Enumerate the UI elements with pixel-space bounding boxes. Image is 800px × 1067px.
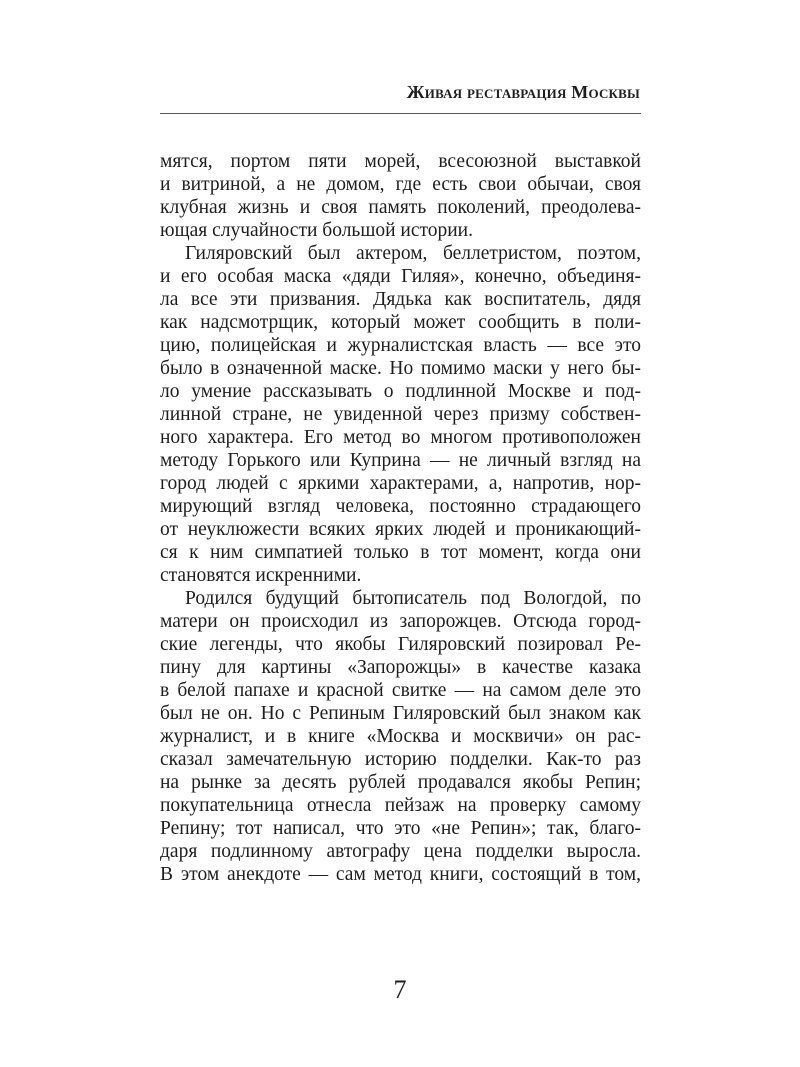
text-line: пину для картины «Запорожцы» в качестве казака: [160, 657, 641, 678]
text-line: Гиляровский был актером, беллетристом, поэтом,: [185, 243, 641, 264]
text-line: ские легенды, что якобы Гиляровский позировал Ре-: [160, 634, 641, 655]
text-line: был не он. Но с Репиным Гиляровский был знаком как: [160, 703, 641, 724]
text-line: покупательница отнесла пейзаж на проверку самому: [160, 795, 641, 816]
text-line: ся к ним симпатией только в тот момент, когда они: [160, 542, 641, 563]
text-line: матери он происходил из запорожцев. Отсюда город-: [160, 611, 641, 632]
text-line: В этом анекдоте — сам метод книги, состоящий в том,: [160, 864, 641, 885]
text-line: даря подлинному автографу цена подделки выросла.: [160, 841, 641, 862]
text-line: было в означенной маске. Но помимо маски у него бы-: [160, 358, 641, 379]
text-line: ного характера. Его метод во многом противоположен: [160, 427, 641, 448]
text-line: в белой папахе и красной свитке — на самом деле это: [160, 680, 641, 701]
text-line: и витриной, а не домом, где есть свои обычаи, своя: [160, 174, 641, 195]
text-line: на рынке за десять рублей продавался якобы Репин;: [160, 772, 641, 793]
page-number: 7: [393, 975, 407, 1004]
text-line: методу Горького или Куприна — не личный взгляд на: [160, 450, 641, 471]
text-line: мирующий взгляд человека, постоянно страдающего: [160, 496, 641, 517]
text-line: мятся, портом пяти морей, всесоюзной выставкой: [160, 151, 641, 172]
text-line: ла все эти призвания. Дядька как воспитатель, дядя: [160, 289, 641, 310]
text-line: клубная жизнь и своя память поколений, преодолева-: [160, 197, 641, 218]
text-line: становятся искренними.: [160, 565, 362, 586]
paragraph: [160, 150, 641, 242]
text-line: как надсмотрщик, который может сообщить в поли-: [160, 312, 641, 333]
paragraph: [160, 242, 641, 587]
paragraph: [160, 587, 641, 886]
running-head: Живая реставрация Москвы: [406, 82, 640, 102]
text-line: Репину; тот написал, что это «не Репин»; так, благо-: [160, 818, 641, 839]
text-line: ющая случайности большой истории.: [160, 220, 473, 241]
text-line: город людей с яркими характерами, а, напротив, нор-: [160, 473, 641, 494]
body-text: [160, 150, 641, 886]
text-line: сказал замечательную историю подделки. Как-то раз: [160, 749, 641, 770]
text-line: журналист, и в книге «Москва и москвичи» он рас-: [160, 726, 641, 747]
text-line: и его особая маска «дяди Гиляя», конечно, объединя-: [160, 266, 641, 287]
text-line: цию, полицейская и журналистская власть — все это: [160, 335, 641, 356]
text-line: от неуклюжести всяких ярких людей и проникающий-: [160, 519, 641, 540]
text-line: ло умение рассказывать о подлинной Москве и под-: [160, 381, 641, 402]
text-line: Родился будущий бытописатель под Вологдой, по: [185, 588, 641, 609]
text-line: линной стране, не увиденной через призму собствен-: [160, 404, 641, 425]
header-rule: [160, 113, 641, 114]
